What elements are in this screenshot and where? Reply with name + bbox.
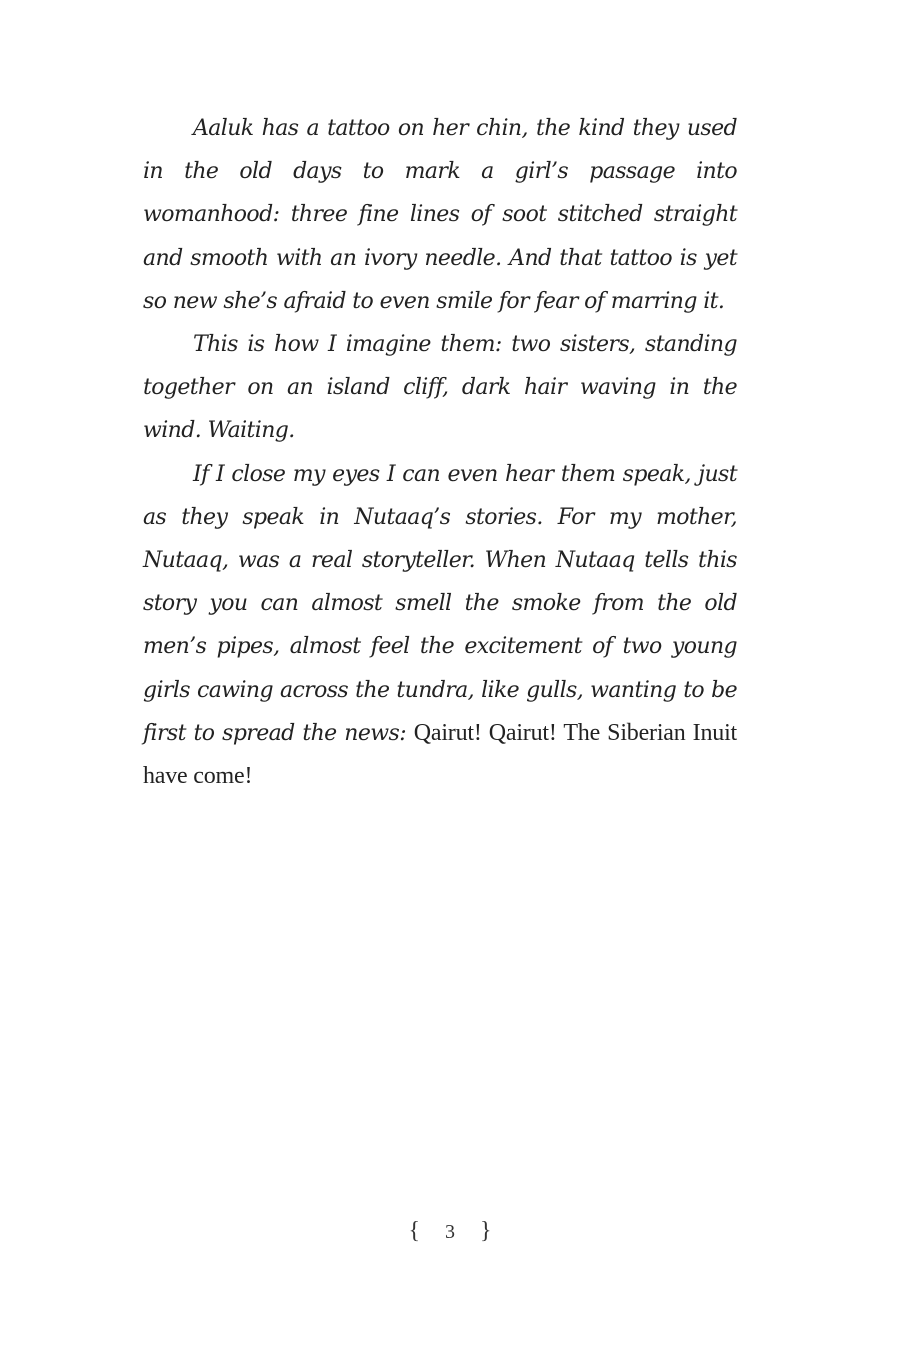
paragraph-storyteller-roman: Qairut! Qairut! The Siberian Inuit have come!: [143, 719, 738, 790]
paragraph-two-sisters: This is how I imagine them: two sisters, standing together on an island cliff, dark hair waving in the wind. Waiting.: [143, 332, 737, 444]
page-number: 3: [445, 1221, 455, 1243]
folio-brace-right: }: [480, 1218, 492, 1244]
page-folio: [0, 1215, 900, 1248]
body-text: [143, 107, 737, 798]
folio-brace-left: {: [408, 1218, 420, 1244]
paragraph-storyteller: [143, 453, 737, 799]
paragraph-storyteller-italic: If I close my eyes I can even hear them speak, just as they speak in Nutaaq’s stories. For my mother, Nutaaq, was a real storyteller. When Nutaaq tells this story you can almost smell the smoke from the old men’s pipes, almost feel the excitement of two young girls cawing across the tundra, like gulls, wanting to be first to spread the news:: [143, 461, 737, 746]
paragraph-aaluk-tattoo: Aaluk has a tattoo on her chin, the kind they used in the old days to mark a girl’s passage into womanhood: three fine lines of soot stitched straight and smooth with an ivory needle. And that tattoo is yet so new she’s afraid to even smile for fear of marring it.: [143, 116, 737, 314]
